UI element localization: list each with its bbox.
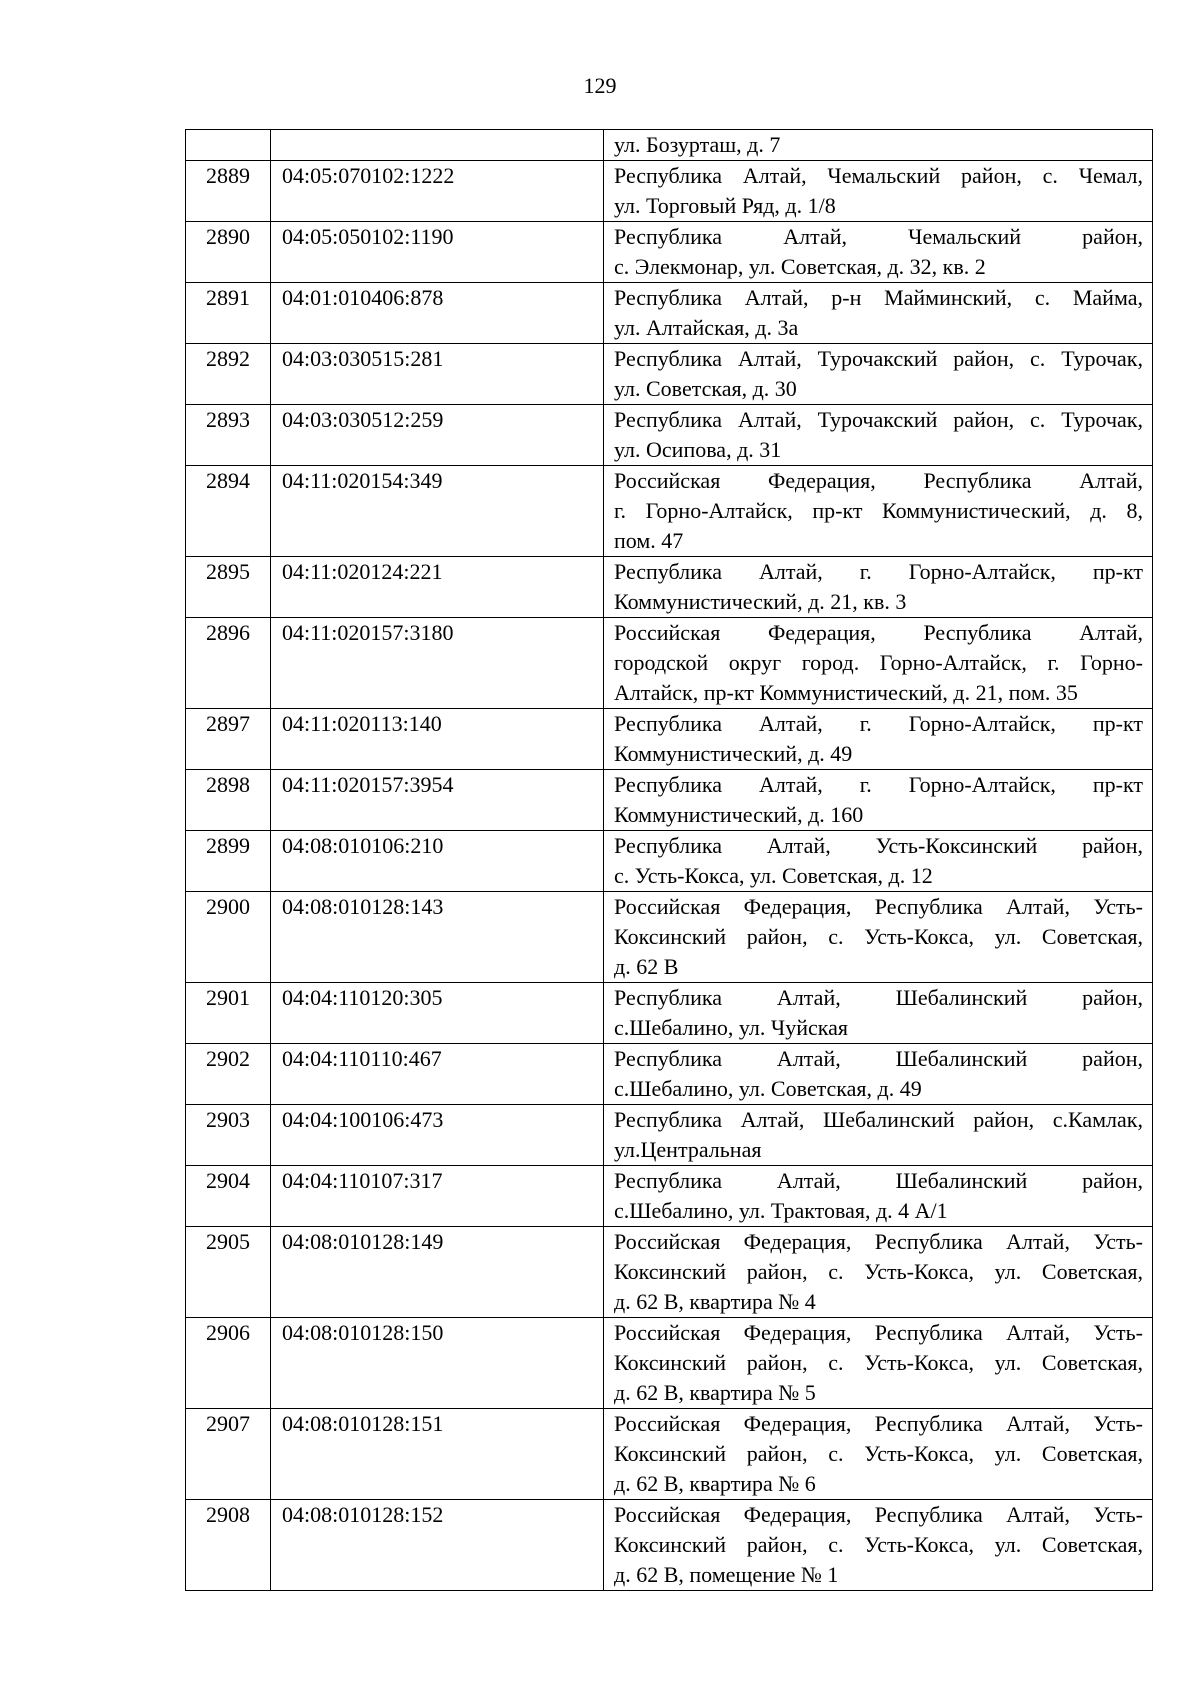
- row-number-cell: 2900: [186, 892, 271, 983]
- address-cell: [604, 161, 1153, 222]
- address-line: пом. 47: [614, 528, 684, 553]
- address-line: Российская Федерация, Республика Алтай, Усть-: [614, 894, 1143, 919]
- cadastral-number-cell: 04:11:020154:349: [271, 466, 604, 557]
- table-row: [186, 1409, 1153, 1500]
- address-cell: [604, 222, 1153, 283]
- address-cell: [604, 983, 1153, 1044]
- address-cell: [604, 831, 1153, 892]
- cadastral-number-cell: 04:04:100106:473: [271, 1105, 604, 1166]
- table-row: [186, 618, 1153, 709]
- row-number-cell: 2896: [186, 618, 271, 709]
- address-line: с.Шебалино, ул. Трактовая, д. 4 А/1: [614, 1198, 948, 1223]
- cadastral-number-cell: 04:04:110107:317: [271, 1166, 604, 1227]
- cadastral-number-cell: 04:05:070102:1222: [271, 161, 604, 222]
- address-line: городской округ город. Горно-Алтайск, г. Горно-: [614, 650, 1143, 675]
- table-row: [186, 1318, 1153, 1409]
- address-cell: [604, 557, 1153, 618]
- address-line: Республика Алтай, Турочакский район, с. Турочак,: [614, 346, 1143, 371]
- address-line: Российская Федерация, Республика Алтай,: [614, 468, 1143, 493]
- address-line: Российская Федерация, Республика Алтай, Усть-: [614, 1502, 1143, 1527]
- cadastral-number-cell: 04:03:030512:259: [271, 405, 604, 466]
- address-line: г. Горно-Алтайск, пр-кт Коммунистический, д. 8,: [614, 498, 1143, 523]
- cadastral-number-cell: 04:08:010128:143: [271, 892, 604, 983]
- address-line: Республика Алтай, р-н Майминский, с. Майма,: [614, 285, 1143, 310]
- address-line: Коммунистический, д. 21, кв. 3: [614, 589, 907, 614]
- cadastral-number-cell: 04:11:020113:140: [271, 709, 604, 770]
- address-line: Коксинский район, с. Усть-Кокса, ул. Советская,: [614, 924, 1143, 949]
- table-row: [186, 892, 1153, 983]
- address-cell: [604, 1044, 1153, 1105]
- address-line: д. 62 В, квартира № 6: [614, 1471, 816, 1496]
- row-number-cell: 2889: [186, 161, 271, 222]
- row-number-cell: 2894: [186, 466, 271, 557]
- cadastral-number-cell: 04:04:110120:305: [271, 983, 604, 1044]
- row-number-cell: 2899: [186, 831, 271, 892]
- page-number: 129: [583, 73, 617, 98]
- address-line: Коксинский район, с. Усть-Кокса, ул. Советская,: [614, 1259, 1143, 1284]
- row-number-cell: 2908: [186, 1500, 271, 1591]
- table-row: [186, 770, 1153, 831]
- cadastral-number-cell: 04:11:020124:221: [271, 557, 604, 618]
- address-line: Республика Алтай, Чемальский район, с. Чемал,: [614, 163, 1143, 188]
- address-cell: [604, 1105, 1153, 1166]
- address-line: Республика Алтай, г. Горно-Алтайск, пр-кт: [614, 559, 1143, 584]
- row-number-cell: [186, 130, 271, 161]
- address-line: с.Шебалино, ул. Чуйская: [614, 1015, 848, 1040]
- row-number-cell: 2905: [186, 1227, 271, 1318]
- address-line: д. 62 В, квартира № 4: [614, 1289, 816, 1314]
- address-line: Республика Алтай, г. Горно-Алтайск, пр-кт: [614, 711, 1143, 736]
- address-line: Республика Алтай, Шебалинский район, с.Камлак,: [614, 1107, 1143, 1132]
- row-number-cell: 2893: [186, 405, 271, 466]
- address-line: Российская Федерация, Республика Алтай, Усть-: [614, 1229, 1143, 1254]
- table-row: [186, 831, 1153, 892]
- registry-table-body: [186, 130, 1153, 1591]
- table-row: [186, 557, 1153, 618]
- table-row: [186, 283, 1153, 344]
- address-line: ул. Бозурташ, д. 7: [614, 132, 781, 157]
- address-cell: [604, 770, 1153, 831]
- address-line: Республика Алтай, Шебалинский район,: [614, 1046, 1143, 1071]
- row-number-cell: 2907: [186, 1409, 271, 1500]
- address-line: Российская Федерация, Республика Алтай,: [614, 620, 1143, 645]
- cadastral-number-cell: 04:08:010128:152: [271, 1500, 604, 1591]
- table-row: [186, 405, 1153, 466]
- row-number-cell: 2902: [186, 1044, 271, 1105]
- table-row: [186, 1500, 1153, 1591]
- address-line: Коксинский район, с. Усть-Кокса, ул. Советская,: [614, 1350, 1143, 1375]
- address-cell: [604, 892, 1153, 983]
- address-line: Коммунистический, д. 49: [614, 741, 853, 766]
- address-cell: [604, 1318, 1153, 1409]
- table-row: [186, 1105, 1153, 1166]
- address-cell: [604, 709, 1153, 770]
- cadastral-number-cell: 04:08:010128:151: [271, 1409, 604, 1500]
- address-line: ул. Торговый Ряд, д. 1/8: [614, 193, 836, 218]
- table-row: [186, 709, 1153, 770]
- address-cell: [604, 1227, 1153, 1318]
- table-row: [186, 222, 1153, 283]
- cadastral-number-cell: 04:05:050102:1190: [271, 222, 604, 283]
- table-row: [186, 161, 1153, 222]
- cadastral-number-cell: 04:11:020157:3180: [271, 618, 604, 709]
- table-row: [186, 466, 1153, 557]
- table-row: [186, 130, 1153, 161]
- address-line: Российская Федерация, Республика Алтай, Усть-: [614, 1411, 1143, 1436]
- address-cell: [604, 618, 1153, 709]
- cadastral-number-cell: 04:08:010128:149: [271, 1227, 604, 1318]
- row-number-cell: 2903: [186, 1105, 271, 1166]
- address-line: Коксинский район, с. Усть-Кокса, ул. Советская,: [614, 1532, 1143, 1557]
- registry-table: [185, 129, 1153, 1591]
- address-cell: [604, 405, 1153, 466]
- table-row: [186, 1166, 1153, 1227]
- address-line: Коммунистический, д. 160: [614, 802, 864, 827]
- address-line: ул. Алтайская, д. 3а: [614, 315, 799, 340]
- address-line: Коксинский район, с. Усть-Кокса, ул. Советская,: [614, 1441, 1143, 1466]
- table-row: [186, 344, 1153, 405]
- row-number-cell: 2891: [186, 283, 271, 344]
- cadastral-number-cell: [271, 130, 604, 161]
- address-cell: [604, 130, 1153, 161]
- row-number-cell: 2897: [186, 709, 271, 770]
- address-cell: [604, 1166, 1153, 1227]
- address-line: с.Шебалино, ул. Советская, д. 49: [614, 1076, 922, 1101]
- address-line: Республика Алтай, Шебалинский район,: [614, 985, 1143, 1010]
- row-number-cell: 2895: [186, 557, 271, 618]
- address-line: с. Элекмонар, ул. Советская, д. 32, кв. 2: [614, 254, 986, 279]
- row-number-cell: 2906: [186, 1318, 271, 1409]
- address-line: ул. Советская, д. 30: [614, 376, 797, 401]
- row-number-cell: 2890: [186, 222, 271, 283]
- row-number-cell: 2892: [186, 344, 271, 405]
- address-line: Республика Алтай, Чемальский район,: [614, 224, 1143, 249]
- cadastral-number-cell: 04:08:010106:210: [271, 831, 604, 892]
- row-number-cell: 2901: [186, 983, 271, 1044]
- address-line: д. 62 В: [614, 954, 679, 979]
- cadastral-number-cell: 04:04:110110:467: [271, 1044, 604, 1105]
- cadastral-number-cell: 04:01:010406:878: [271, 283, 604, 344]
- address-line: с. Усть-Кокса, ул. Советская, д. 12: [614, 863, 933, 888]
- row-number-cell: 2898: [186, 770, 271, 831]
- cadastral-number-cell: 04:11:020157:3954: [271, 770, 604, 831]
- address-cell: [604, 1500, 1153, 1591]
- cadastral-number-cell: 04:03:030515:281: [271, 344, 604, 405]
- address-line: ул. Осипова, д. 31: [614, 437, 782, 462]
- address-line: Республика Алтай, г. Горно-Алтайск, пр-кт: [614, 772, 1143, 797]
- address-cell: [604, 466, 1153, 557]
- row-number-cell: 2904: [186, 1166, 271, 1227]
- address-line: Республика Алтай, Шебалинский район,: [614, 1168, 1143, 1193]
- address-cell: [604, 283, 1153, 344]
- address-line: ул.Центральная: [614, 1137, 762, 1162]
- address-line: Республика Алтай, Усть-Коксинский район,: [614, 833, 1143, 858]
- table-row: [186, 1227, 1153, 1318]
- address-line: Российская Федерация, Республика Алтай, Усть-: [614, 1320, 1143, 1345]
- table-row: [186, 983, 1153, 1044]
- address-line: Алтайск, пр-кт Коммунистический, д. 21, пом. 35: [614, 680, 1078, 705]
- address-line: д. 62 В, помещение № 1: [614, 1562, 839, 1587]
- address-cell: [604, 1409, 1153, 1500]
- cadastral-number-cell: 04:08:010128:150: [271, 1318, 604, 1409]
- address-cell: [604, 344, 1153, 405]
- address-line: д. 62 В, квартира № 5: [614, 1380, 816, 1405]
- table-row: [186, 1044, 1153, 1105]
- address-line: Республика Алтай, Турочакский район, с. Турочак,: [614, 407, 1143, 432]
